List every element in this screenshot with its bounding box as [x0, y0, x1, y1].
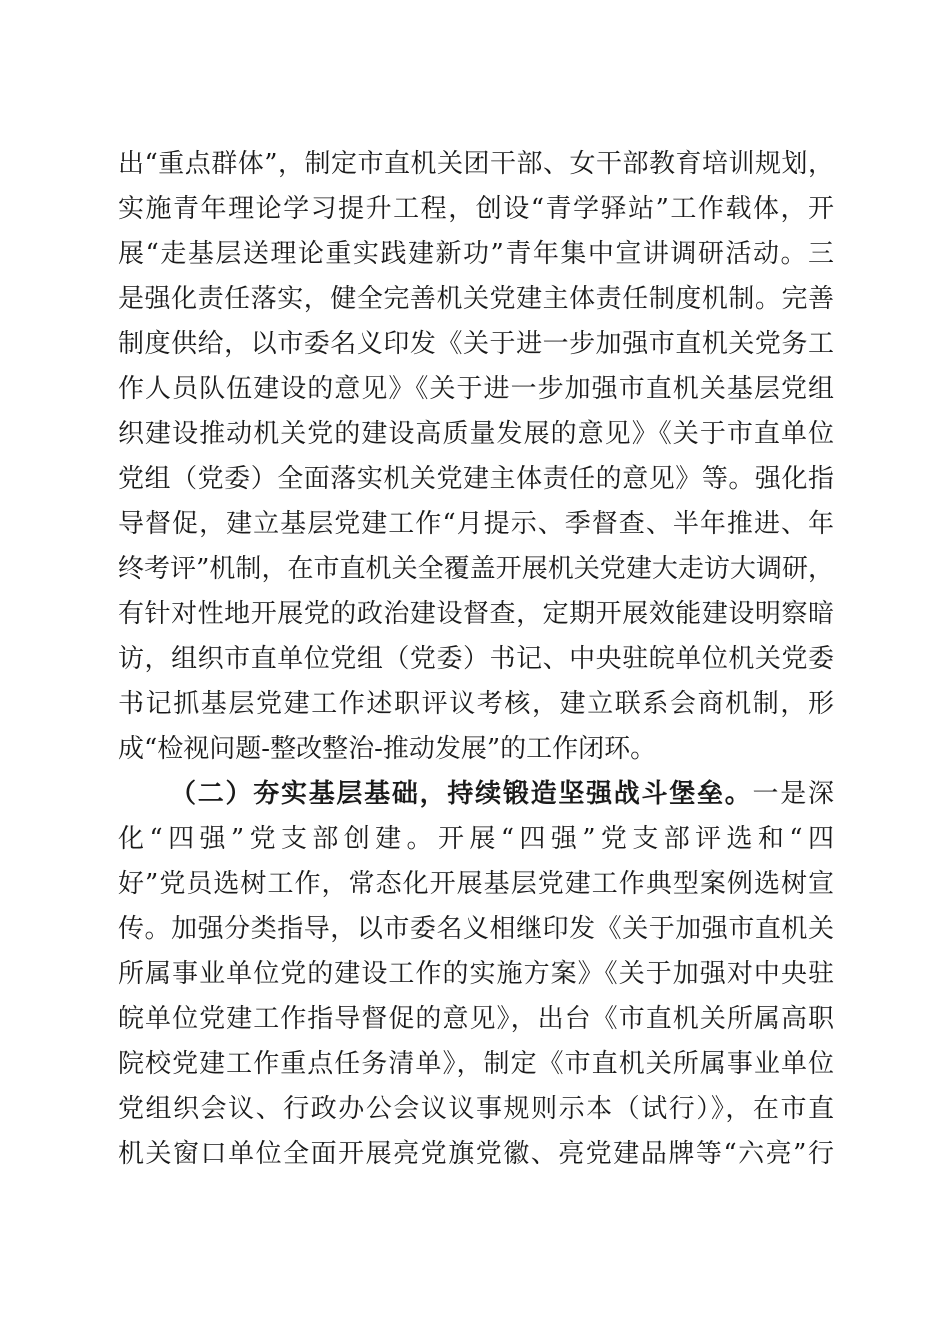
- text-line: 机关窗口单位全面开展亮党旗党徽、亮党建品牌等“六亮”行: [118, 1139, 834, 1169]
- text-line: 传。加强分类指导，以市委名义相继印发《关于加强市直机关: [118, 914, 834, 944]
- text-line: 展“走基层送理论重实践建新功”青年集中宣讲调研活动。三: [118, 239, 834, 269]
- text-line: 终考评”机制，在市直机关全覆盖开展机关党建大走访大调研，: [118, 554, 834, 584]
- text-line: 好”党员选树工作，常态化开展基层党建工作典型案例选树宣: [118, 869, 834, 899]
- text-line: 有针对性地开展党的政治建设督查，定期开展效能建设明察暗: [118, 599, 834, 629]
- text-line: 出“重点群体”，制定市直机关团干部、女干部教育培训规划，: [118, 149, 834, 179]
- text-line: 党组（党委）全面落实机关党建主体责任的意见》等。强化指: [118, 464, 834, 494]
- text-line: 导督促，建立基层党建工作“月提示、季督查、半年推进、年: [118, 509, 834, 539]
- section-heading: （二）夯实基层基础，持续锻造坚强战斗堡垒。: [170, 779, 753, 809]
- text-line: 院校党建工作重点任务清单》，制定《市直机关所属事业单位: [118, 1049, 834, 1079]
- text-line: 织建设推动机关党的建设高质量发展的意见》《关于市直单位: [118, 419, 834, 449]
- section-text: 一是深: [752, 779, 834, 809]
- section-heading-line: [170, 772, 834, 816]
- text-line: 作人员队伍建设的意见》《关于进一步加强市直机关基层党组: [118, 374, 834, 404]
- text-line: 化“四强”党支部创建。开展“四强”党支部评选和“四: [118, 824, 834, 854]
- text-line: 制度供给，以市委名义印发《关于进一步加强市直机关党务工: [118, 329, 834, 359]
- text-line: 是强化责任落实，健全完善机关党建主体责任制度机制。完善: [118, 284, 834, 314]
- text-line: 书记抓基层党建工作述职评议考核，建立联系会商机制，形: [118, 689, 834, 719]
- text-line: 所属事业单位党的建设工作的实施方案》《关于加强对中央驻: [118, 959, 834, 989]
- text-line: 成“检视问题-整改整治-推动发展”的工作闭环。: [118, 734, 657, 764]
- text-line: 党组织会议、行政办公会议议事规则示本（试行）》，在市直: [118, 1094, 834, 1124]
- text-line: 访，组织市直单位党组（党委）书记、中央驻皖单位机关党委: [118, 644, 834, 674]
- text-line: 实施青年理论学习提升工程，创设“青学驿站”工作载体，开: [118, 194, 834, 224]
- text-line: 皖单位党建工作指导督促的意见》，出台《市直机关所属高职: [118, 1004, 834, 1034]
